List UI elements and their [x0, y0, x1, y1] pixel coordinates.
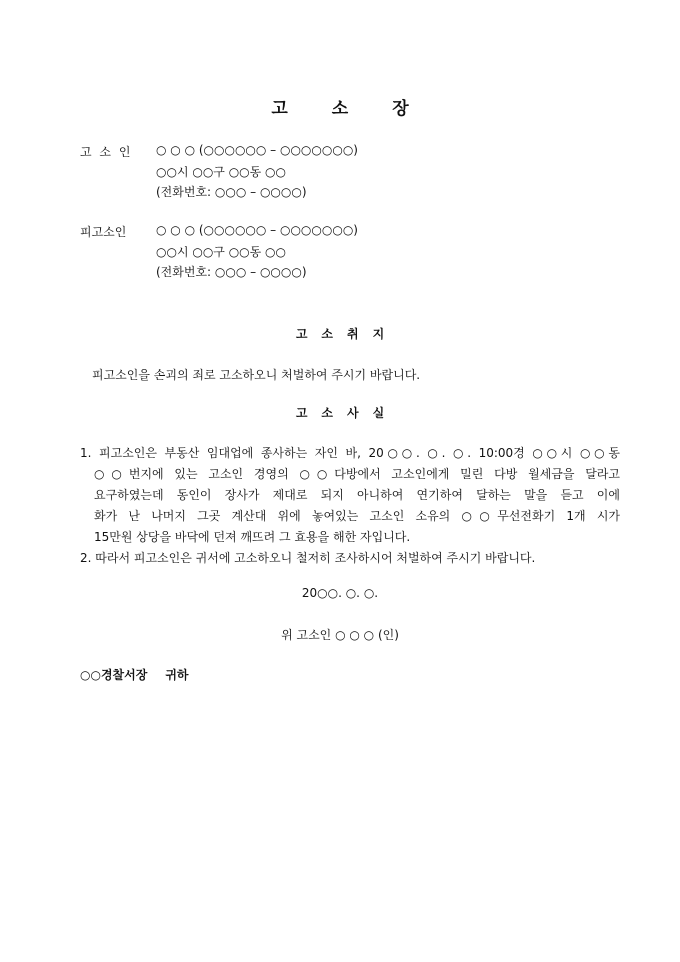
heading-char: 실	[372, 406, 385, 420]
complainant-role-label: 고 소 인	[80, 145, 133, 159]
recipient	[80, 666, 189, 683]
facts-item-1-line: 화가 난 나머지 그곳 계산대 위에 놓여있는 고소인 소유의 ○○무선전화기 1개 시가	[94, 509, 620, 523]
accused-address: ○○시 ○○구 ○○동 ○○	[156, 245, 286, 259]
facts-body	[80, 443, 620, 569]
accused-name-line: ○ ○ ○ (○○○○○○ – ○○○○○○○)	[156, 223, 358, 237]
recipient-office: ○○경찰서장	[80, 668, 148, 682]
purpose-text: 피고소인을 손괴의 죄로 고소하오니 처벌하여 주시기 바랍니다.	[92, 368, 421, 382]
heading-char: 지	[372, 327, 385, 341]
facts-heading	[0, 404, 680, 421]
document-title	[0, 94, 680, 119]
facts-item-1-line: 요구하였는데 동인이 장사가 제대로 되지 아니하여 연기하여 달하는 말을 듣고 이에	[94, 488, 620, 502]
accused-phone: (전화번호: ○○○ – ○○○○)	[156, 265, 307, 279]
heading-char: 고	[295, 327, 308, 341]
signer-line: 위 고소인 ○ ○ ○ (인)	[281, 628, 399, 642]
title-char: 고	[271, 99, 288, 119]
facts-item-2: 2. 따라서 피고소인은 귀서에 고소하오니 철저히 조사하시어 처벌하여 주시기 바랍니다.	[80, 551, 536, 565]
recipient-suffix: 귀하	[165, 668, 189, 682]
heading-char: 사	[347, 406, 359, 420]
complainant-phone: (전화번호: ○○○ – ○○○○)	[156, 185, 307, 199]
heading-char: 고	[295, 406, 308, 420]
complainant-address: ○○시 ○○구 ○○동 ○○	[156, 165, 286, 179]
heading-char: 소	[321, 406, 333, 420]
title-char: 장	[392, 99, 409, 119]
facts-item-1-line: 15만원 상당을 바닥에 던져 깨뜨려 그 효용을 해한 자입니다.	[94, 530, 411, 544]
heading-char: 취	[347, 327, 359, 341]
document-date: 20○○. ○. ○.	[301, 586, 379, 600]
heading-char: 소	[321, 327, 333, 341]
title-char: 소	[331, 99, 349, 119]
complainant-name-line: ○ ○ ○ (○○○○○○ – ○○○○○○○)	[156, 143, 358, 157]
purpose-heading	[0, 325, 680, 342]
accused-role-label: 피고소인	[80, 225, 127, 239]
facts-item-1-line: 1. 피고소인은 부동산 임대업에 종사하는 자인 바, 20○○. ○. ○. 10:00경 ○○시 ○○동	[80, 446, 620, 460]
facts-item-1-line: ○○번지에 있는 고소인 경영의 ○○다방에서 고소인에게 밀린 다방 월세금을 달라고	[94, 467, 620, 481]
